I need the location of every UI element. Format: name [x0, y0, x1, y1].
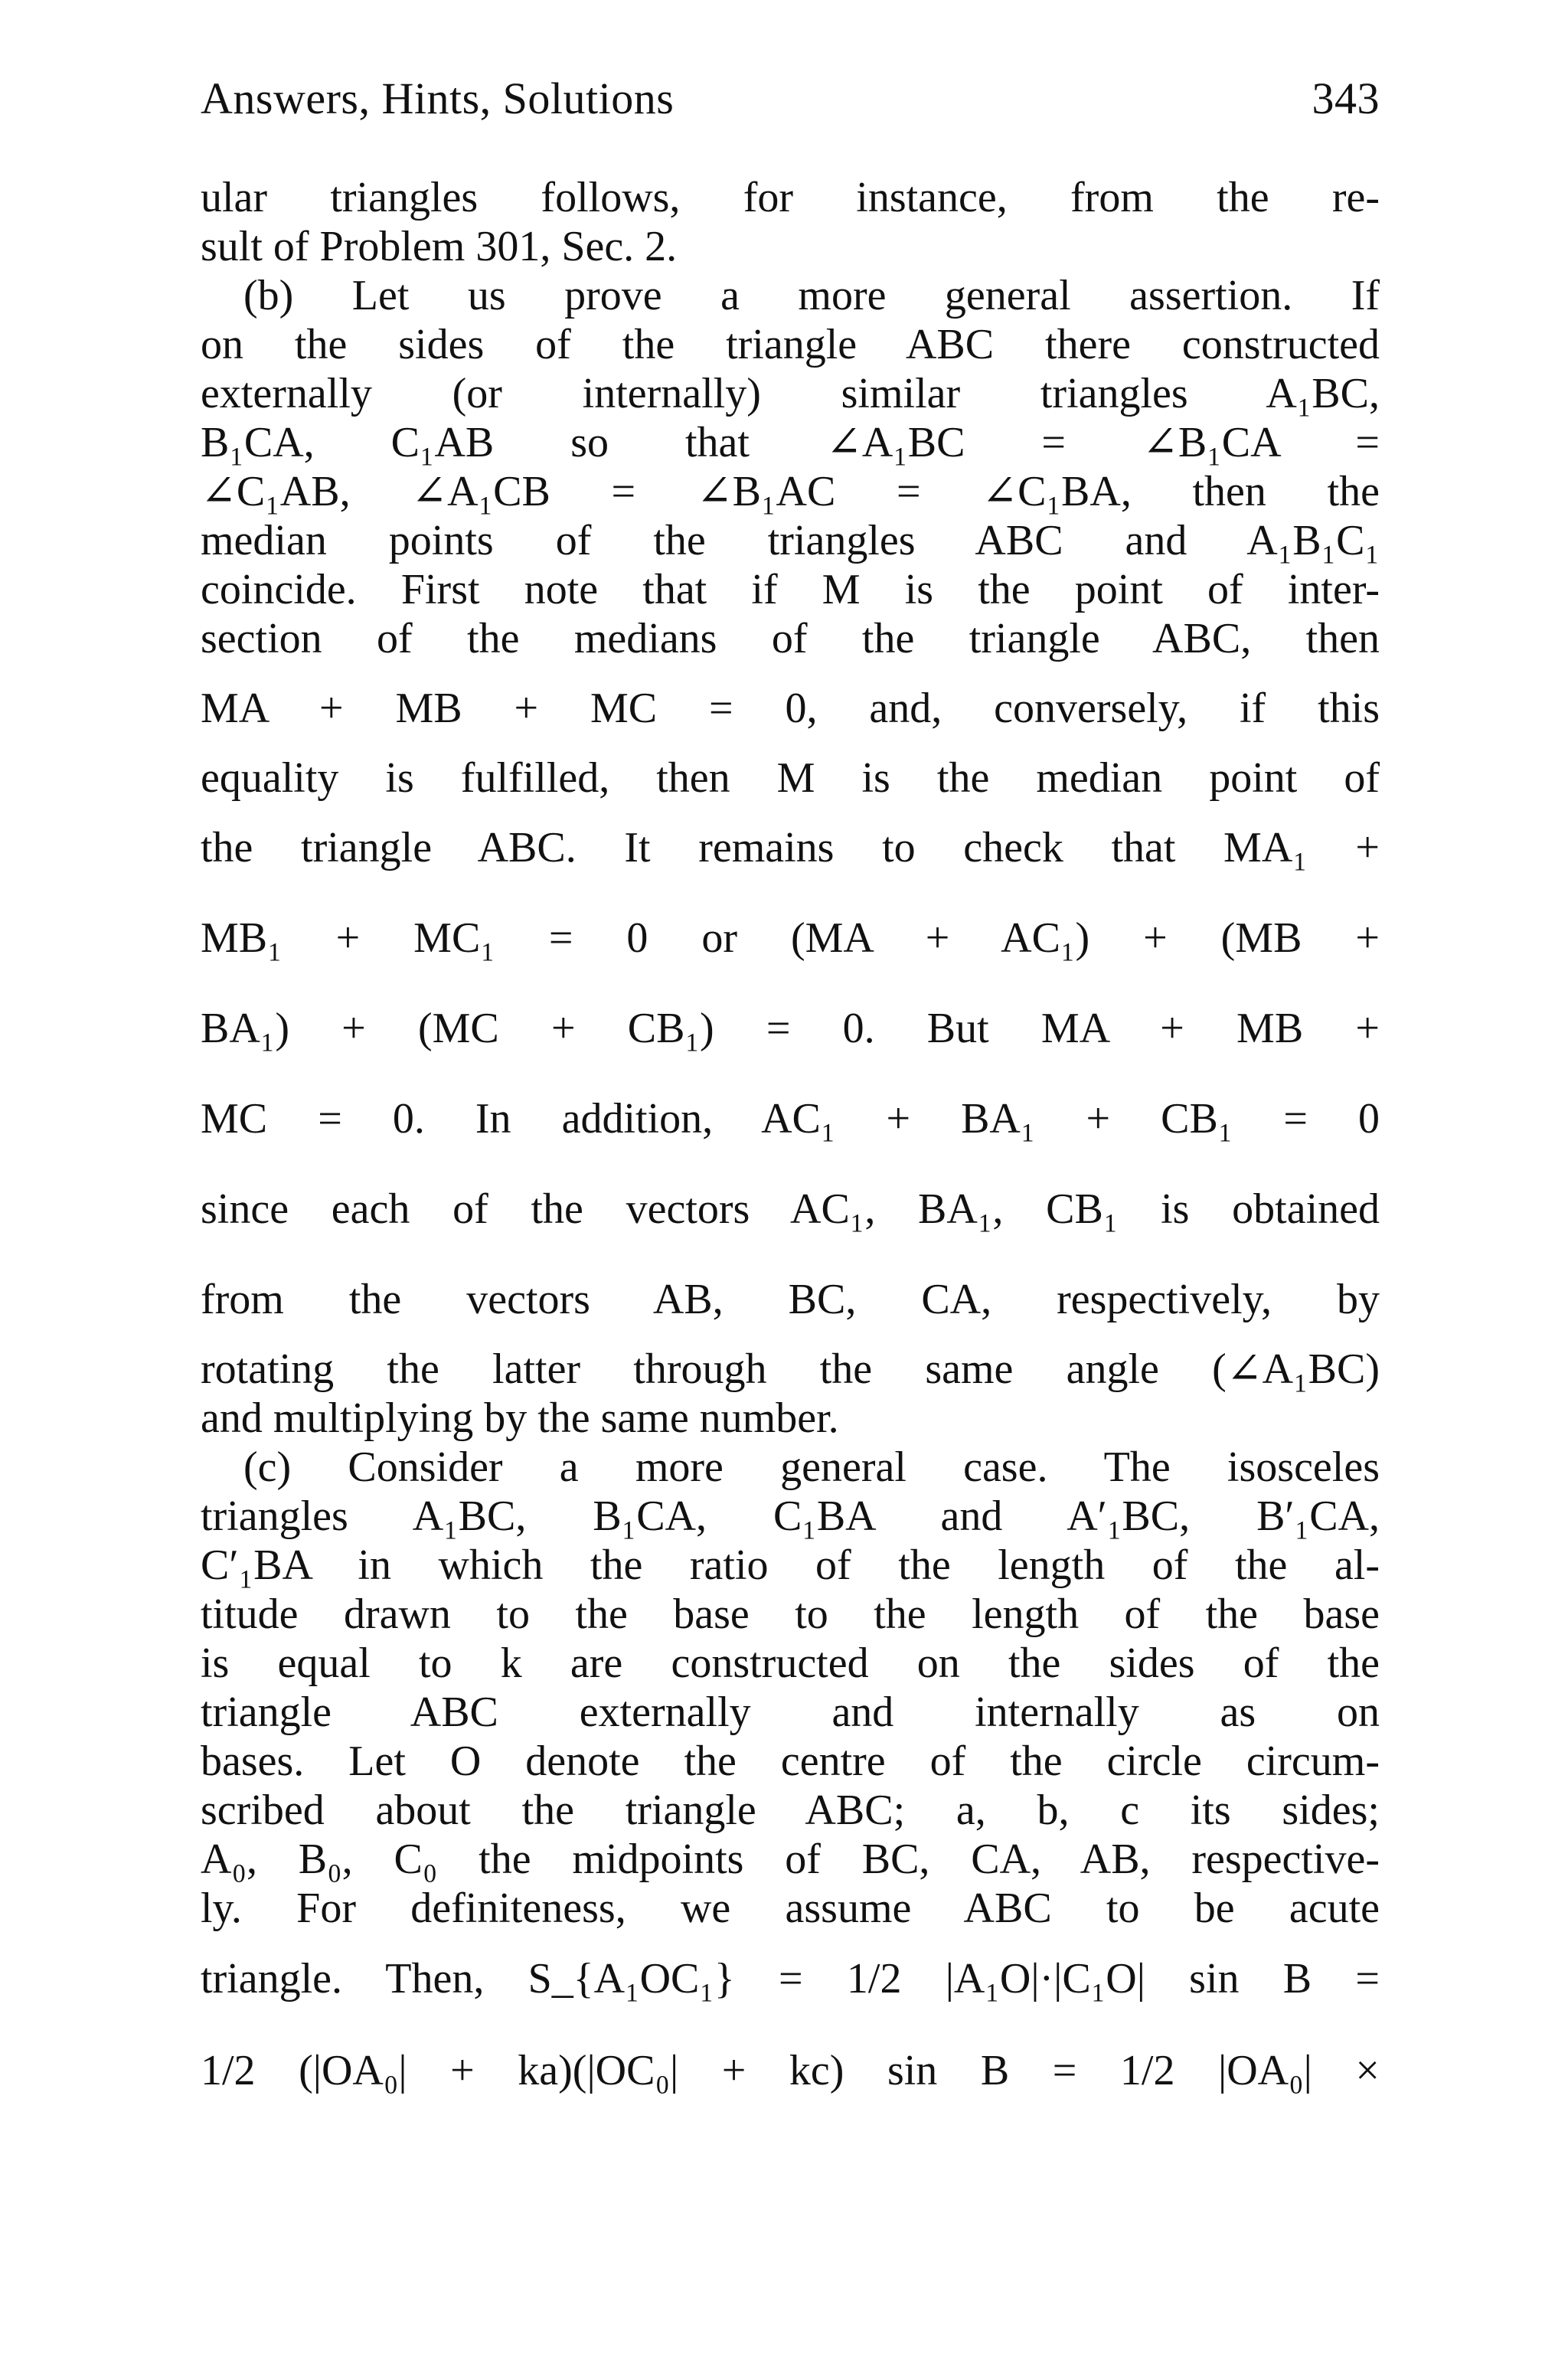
text-line: bases. Let O denote the centre of the circle circum- — [201, 1738, 1380, 1785]
text-line: median points of the triangles ABC and A₁B₁C₁ — [201, 517, 1380, 564]
text-line: scribed about the triangle ABC; a, b, c its sides; — [201, 1787, 1380, 1834]
text-line: triangle ABC externally and internally as on — [201, 1689, 1380, 1736]
text-line: equality is fulfilled, then M is the median point of — [201, 754, 1380, 802]
vector-equation-line: from the vectors AB, BC, CA, respectively, by — [201, 1276, 1380, 1323]
text-line: B₁CA, C₁AB so that ∠A₁BC = ∠B₁CA = — [201, 419, 1380, 466]
vector-equation-line: MB₁ + MC₁ = 0 or (MA + AC₁) + (MB + — [201, 914, 1380, 962]
text-line: and multiplying by the same number. — [201, 1394, 839, 1442]
vector-equation-line: MA + MB + MC = 0, and, conversely, if this — [201, 685, 1380, 732]
book-page — [201, 74, 1380, 2117]
page-number: 343 — [1312, 74, 1380, 123]
text-line: triangles A₁BC, B₁CA, C₁BA and A′₁BC, B′₁CA, — [201, 1492, 1380, 1540]
text-line: C′₁BA in which the ratio of the length of the al- — [201, 1541, 1380, 1589]
page-header — [201, 74, 1380, 123]
text-line: (b) Let us prove a more general assertion. If — [243, 272, 1380, 319]
text-line: A₀, B₀, C₀ the midpoints of BC, CA, AB, respective- — [201, 1836, 1380, 1883]
text-line: titude drawn to the base to the length of the base — [201, 1590, 1380, 1638]
text-line: on the sides of the triangle ABC there constructed — [201, 321, 1380, 368]
vector-equation-line: MC = 0. In addition, AC₁ + BA₁ + CB₁ = 0 — [201, 1095, 1380, 1143]
text-line: coincide. First note that if M is the point of inter- — [201, 566, 1380, 613]
text-line: rotating the latter through the same angle (∠A₁BC) — [201, 1345, 1380, 1393]
vector-equation-line: the triangle ABC. It remains to check that MA₁ + — [201, 824, 1380, 871]
text-line: sult of Problem 301, Sec. 2. — [201, 223, 678, 270]
text-line: ly. For definiteness, we assume ABC to be acute — [201, 1885, 1380, 1932]
formula-line: 1/2 (|OA₀| + ka)(|OC₀| + kc) sin B = 1/2 |OA₀| × — [201, 2047, 1380, 2094]
text-line: (c) Consider a more general case. The isosceles — [243, 1443, 1380, 1491]
page-body — [201, 173, 1380, 2117]
text-line: is equal to k are constructed on the sides of the — [201, 1640, 1380, 1687]
text-line: section of the medians of the triangle ABC, then — [201, 615, 1380, 662]
vector-equation-line: BA₁) + (MC + CB₁) = 0. But MA + MB + — [201, 1005, 1380, 1052]
formula-line: triangle. Then, S_{A₁OC₁} = 1/2 |A₁O|·|C₁O| sin B = — [201, 1955, 1380, 2002]
vector-equation-line: since each of the vectors AC₁, BA₁, CB₁ is obtained — [201, 1185, 1380, 1233]
text-line: ∠C₁AB, ∠A₁CB = ∠B₁AC = ∠C₁BA, then the — [201, 468, 1380, 515]
text-line: externally (or internally) similar triangles A₁BC, — [201, 370, 1380, 417]
text-line: ular triangles follows, for instance, from the re- — [201, 174, 1380, 221]
running-title: Answers, Hints, Solutions — [201, 74, 675, 123]
